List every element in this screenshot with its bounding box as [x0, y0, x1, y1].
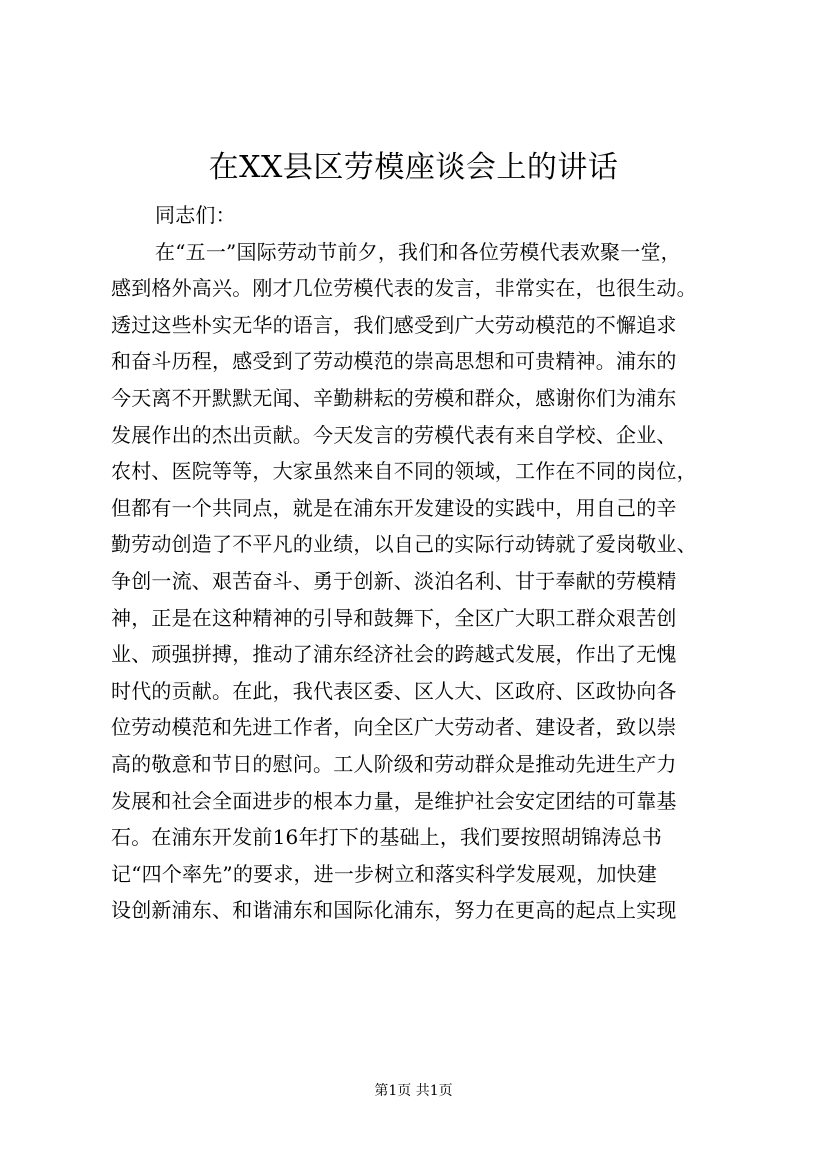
body-line: 发展和社会全面进步的根本力量，是维护社会安定团结的可靠基	[111, 788, 677, 813]
body-line: 和奋斗历程，感受到了劳动模范的崇高思想和可贵精神。浦东的	[111, 349, 677, 374]
body-line: 业、顽强拼搏，推动了浦东经济社会的跨越式发展，作出了无愧	[111, 642, 677, 667]
body-line: 设创新浦东、和谐浦东和国际化浦东，努力在更高的起点上实现	[111, 898, 677, 923]
body-line: 位劳动模范和先进工作者，向全区广大劳动者、建设者，致以崇	[111, 715, 677, 740]
document-title: 在XX县区劳模座谈会上的讲话	[208, 150, 619, 185]
body-line: 争创一流、艰苦奋斗、勇于创新、淡泊名利、甘于奉献的劳模精	[111, 568, 677, 593]
body-line: 但都有一个共同点，就是在浦东开发建设的实践中，用自己的辛	[111, 495, 677, 520]
page-number-footer: 第1页 共1页	[374, 1083, 453, 1099]
salutation: 同志们：	[155, 203, 236, 227]
body-line: 发展作出的杰出贡献。今天发言的劳模代表有来自学校、企业、	[111, 422, 677, 447]
body-line: 今天离不开默默无闻、辛勤耕耘的劳模和群众，感谢你们为浦东	[111, 385, 677, 410]
body-line: 感到格外高兴。刚才几位劳模代表的发言，非常实在，也很生动。	[111, 276, 697, 301]
body-line: 在“五一”国际劳动节前夕，我们和各位劳模代表欢聚一堂，	[155, 239, 681, 264]
body-line: 石。在浦东开发前16年打下的基础上，我们要按照胡锦涛总书	[111, 825, 663, 850]
body-line: 时代的贡献。在此，我代表区委、区人大、区政府、区政协向各	[111, 678, 677, 703]
body-line: 农村、医院等等，大家虽然来自不同的领域，工作在不同的岗位，	[111, 459, 697, 484]
document-body	[111, 197, 741, 929]
body-line: 勤劳动创造了不平凡的业绩，以自己的实际行动铸就了爱岗敬业、	[111, 532, 697, 557]
body-line: 神，正是在这种精神的引导和鼓舞下，全区广大职工群众艰苦创	[111, 605, 677, 630]
body-line: 透过这些朴实无华的语言，我们感受到广大劳动模范的不懈追求	[111, 312, 677, 337]
body-line: 记“四个率先”的要求，进一步树立和落实科学发展观，加快建	[111, 861, 658, 886]
body-line: 高的敬意和节日的慰问。工人阶级和劳动群众是推动先进生产力	[111, 751, 677, 776]
